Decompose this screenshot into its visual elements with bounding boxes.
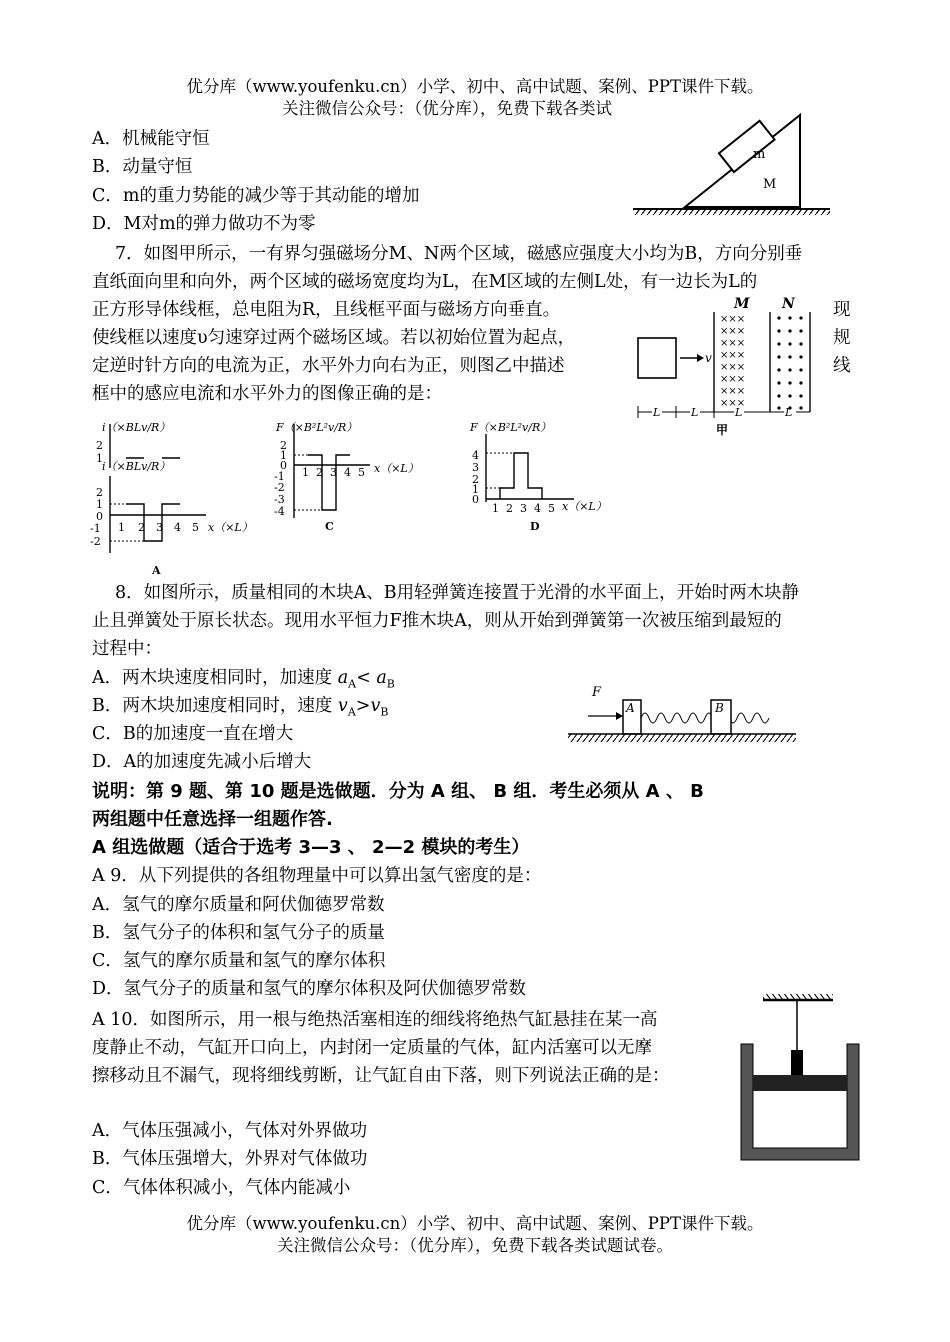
graph-a-top-tick-1: 1 — [96, 452, 103, 465]
graph-d-tick-x-4: 4 — [534, 502, 541, 515]
graph-c-tick-x-1: 1 — [302, 466, 309, 479]
header-line-2: 关注微信公众号：（优分库），免费下载各类试 — [282, 99, 612, 118]
graph-c-tick-y-0: 0 — [280, 459, 287, 472]
graph-d-tick-y-2: 2 — [472, 473, 479, 486]
graph-a-tick-x-3: 3 — [156, 521, 163, 534]
graph-a-tick-y-neg2: -2 — [90, 535, 101, 548]
qa9-option-a: A．氢气的摩尔质量和阿伏伽德罗常数 — [92, 895, 385, 915]
q8-line-3: 过程中： — [92, 639, 162, 659]
q7-line-5: 定逆时针方向的电流为正，水平外力向右为正，则图乙中描述 — [92, 356, 565, 376]
graph-a-tick-x-2: 2 — [138, 521, 145, 534]
q6-option-b: B．动量守恒 — [92, 157, 193, 177]
q7-line-4: 使线框以速度υ匀速穿过两个磁场区域。若以初始位置为起点， — [92, 328, 576, 348]
graph-a-tick-x-5: 5 — [192, 521, 199, 534]
qa10-option-b: B．气体压强增大，外界对气体做功 — [92, 1149, 368, 1169]
svg-text:×××: ××× — [720, 314, 746, 325]
cylinder-figure — [735, 992, 860, 1167]
graph-a-top-tick-2: 2 — [96, 439, 103, 452]
q6-option-d: D．M对m的弹力做功不为零 — [92, 214, 316, 234]
qa9-option-d: D．氢气分子的质量和氢气的摩尔体积及阿伏伽德罗常数 — [92, 979, 527, 999]
group-a-heading: A 组选做题（适合于选考 3—3 、 2—2 模块的考生） — [92, 837, 530, 858]
q8-option-b: B．两木块加速度相同时，速度 $v_A>v_B$ — [92, 696, 389, 719]
graph-c-tick-y-neg1: -1 — [274, 470, 285, 483]
svg-text:×××: ××× — [720, 350, 746, 361]
note-line-1: 说明：第 9 题、第 10 题是选做题．分为 A 组、 B 组．考生必须从 A 、 B — [92, 781, 704, 802]
graph-c-ylabel: F（×B²L²v/R） — [276, 421, 358, 434]
label-block-a: A — [626, 701, 635, 715]
qa9-option-c: C．氢气的摩尔质量和氢气的摩尔体积 — [92, 951, 386, 971]
q7-line-6: 框中的感应电流和水平外力的图像正确的是： — [92, 384, 442, 404]
graph-c-tick-y-2: 2 — [280, 439, 287, 452]
footer-line-1: 优分库（www.youfenku.cn）小学、初中、高中试题、案例、PPT课件下载。 — [186, 1214, 764, 1233]
graph-d — [462, 418, 637, 538]
footer-line-2: 关注微信公众号：（优分库），免费下载各类试题试卷。 — [277, 1236, 673, 1255]
graph-d-ylabel: F（×B²L²v/R） — [470, 421, 552, 434]
spring — [641, 713, 769, 723]
graph-a — [88, 418, 268, 578]
graph-d-tick-x-5: 5 — [548, 502, 555, 515]
svg-text:×××: ××× — [720, 338, 746, 349]
label-length-3: L — [735, 406, 743, 419]
graph-a-top-ylabel: i（×BLv/R） — [102, 421, 171, 434]
graph-a-bottom-ylabel: i（×BLv/R） — [102, 460, 171, 473]
svg-text:×××: ××× — [720, 398, 746, 409]
label-m: m — [753, 147, 766, 162]
graph-d-tick-y-0: 0 — [472, 493, 479, 506]
graph-a-tick-y-neg1: -1 — [90, 522, 101, 535]
graph-c-tick-y-neg3: -3 — [274, 493, 285, 506]
graph-d-tick-y-3: 3 — [472, 461, 479, 474]
qa10-line-1: A 10．如图所示，用一根与绝热活塞相连的细线将绝热气缸悬挂在某一高 — [92, 1010, 658, 1030]
q8-option-d: D．A的加速度先减小后增大 — [92, 752, 312, 772]
graph-d-tick-y-4: 4 — [472, 449, 479, 462]
label-M: M — [763, 177, 777, 192]
spring-blocks-figure — [568, 682, 798, 744]
graph-c-tick-y-neg4: -4 — [274, 505, 285, 518]
svg-text:×××: ××× — [720, 326, 746, 337]
graph-d-tick-x-2: 2 — [506, 502, 513, 515]
graph-d-label: D — [530, 520, 540, 533]
graph-c-tick-x-3: 3 — [330, 466, 337, 479]
svg-text:×××: ××× — [720, 362, 746, 373]
graph-c-tick-y-1: 1 — [280, 449, 287, 462]
q7-line-3: 正方形导体线框，总电阻为R，且线框平面与磁场方向垂直。 — [92, 300, 561, 320]
q7-line-2: 直纸面向里和向外，两个区域的磁场宽度均为L，在M区域的左侧L处，有一边长为L的 — [92, 272, 758, 292]
q7-line-1: 7．如图甲所示，一有界匀强磁场分M、N两个区域，磁感应强度大小均为B，方向分别垂 — [115, 244, 803, 264]
graph-d-tick-x-3: 3 — [520, 502, 527, 515]
label-force: F — [592, 685, 602, 700]
label-region-n: N — [782, 296, 795, 312]
note-line-2: 两组题中任意选择一组题作答. — [92, 809, 333, 830]
piston — [753, 1075, 847, 1091]
magnetic-field-figure — [632, 294, 827, 439]
graph-c-tick-y-neg2: -2 — [274, 481, 285, 494]
q7-right-word-3: 线 — [833, 356, 851, 376]
q6-option-a: A．机械能守恒 — [92, 129, 210, 149]
label-region-m: M — [734, 296, 750, 312]
qa9-option-b: B．氢气分子的体积和氢气分子的质量 — [92, 923, 385, 943]
piston-rod — [791, 1050, 803, 1075]
graph-a-tick-x-1: 1 — [118, 521, 125, 534]
graph-a-label: A — [152, 564, 161, 577]
q8-option-c: C．B的加速度一直在增大 — [92, 724, 294, 744]
label-length-4: L — [785, 406, 793, 419]
graph-c-label: C — [325, 520, 334, 533]
graph-c-tick-x-2: 2 — [316, 466, 323, 479]
graph-c-xlabel: x（×L） — [374, 462, 419, 475]
header-line-1: 优分库（www.youfenku.cn）小学、初中、高中试题、案例、PPT课件下载。 — [186, 77, 764, 96]
q8-option-a: A．两木块速度相同时，加速度 $a_A< a_B$ — [92, 668, 395, 691]
q8-line-2: 止且弹簧处于原长状态。现用水平恒力F推木块A，则从开始到弹簧第一次被压缩到最短的 — [92, 611, 782, 631]
square-frame — [638, 338, 676, 378]
qa9-stem: A 9．从下列提供的各组物理量中可以算出氢气密度的是： — [92, 866, 542, 886]
q7-right-word-1: 现 — [833, 300, 851, 320]
svg-text:×××: ××× — [720, 374, 746, 385]
qa10-option-a: A．气体压强减小，气体对外界做功 — [92, 1121, 368, 1141]
q7-right-word-2: 规 — [833, 328, 851, 348]
field-into-page — [720, 314, 745, 409]
graph-d-tick-y-1: 1 — [472, 483, 479, 496]
q6-option-c: C．m的重力势能的减少等于其动能的增加 — [92, 186, 420, 206]
label-velocity: v — [705, 351, 712, 365]
graph-a-tick-y-2: 2 — [96, 486, 103, 499]
label-block-b: B — [715, 701, 724, 715]
graph-c-tick-x-4: 4 — [344, 466, 351, 479]
graph-a-tick-y-1: 1 — [96, 498, 103, 511]
qa10-option-c: C．气体体积减小，气体内能减小 — [92, 1178, 351, 1198]
q8-line-1: 8．如图所示，质量相同的木块A、B用轻弹簧连接置于光滑的水平面上，开始时两木块静 — [115, 583, 800, 603]
graph-a-tick-y-0: 0 — [96, 510, 103, 523]
graph-a-tick-x-4: 4 — [174, 521, 181, 534]
label-length-1: L — [653, 406, 661, 419]
incline-figure — [630, 110, 835, 215]
label-length-2: L — [691, 406, 699, 419]
graph-a-xlabel: x（×L） — [208, 521, 253, 534]
field-out-of-page — [777, 316, 802, 409]
qa10-line-2: 度静止不动，气缸开口向上，内封闭一定质量的气体，缸内活塞可以无摩 — [92, 1038, 652, 1058]
graph-d-tick-x-1: 1 — [492, 502, 499, 515]
svg-text:×××: ××× — [720, 386, 746, 397]
graph-c-tick-x-5: 5 — [358, 466, 365, 479]
graph-c — [270, 418, 440, 538]
figure-caption: 甲 — [716, 423, 729, 437]
graph-d-xlabel: x（×L） — [562, 500, 607, 513]
qa10-line-3: 擦移动且不漏气，现将细线剪断，让气缸自由下落，则下列说法正确的是： — [92, 1066, 670, 1086]
